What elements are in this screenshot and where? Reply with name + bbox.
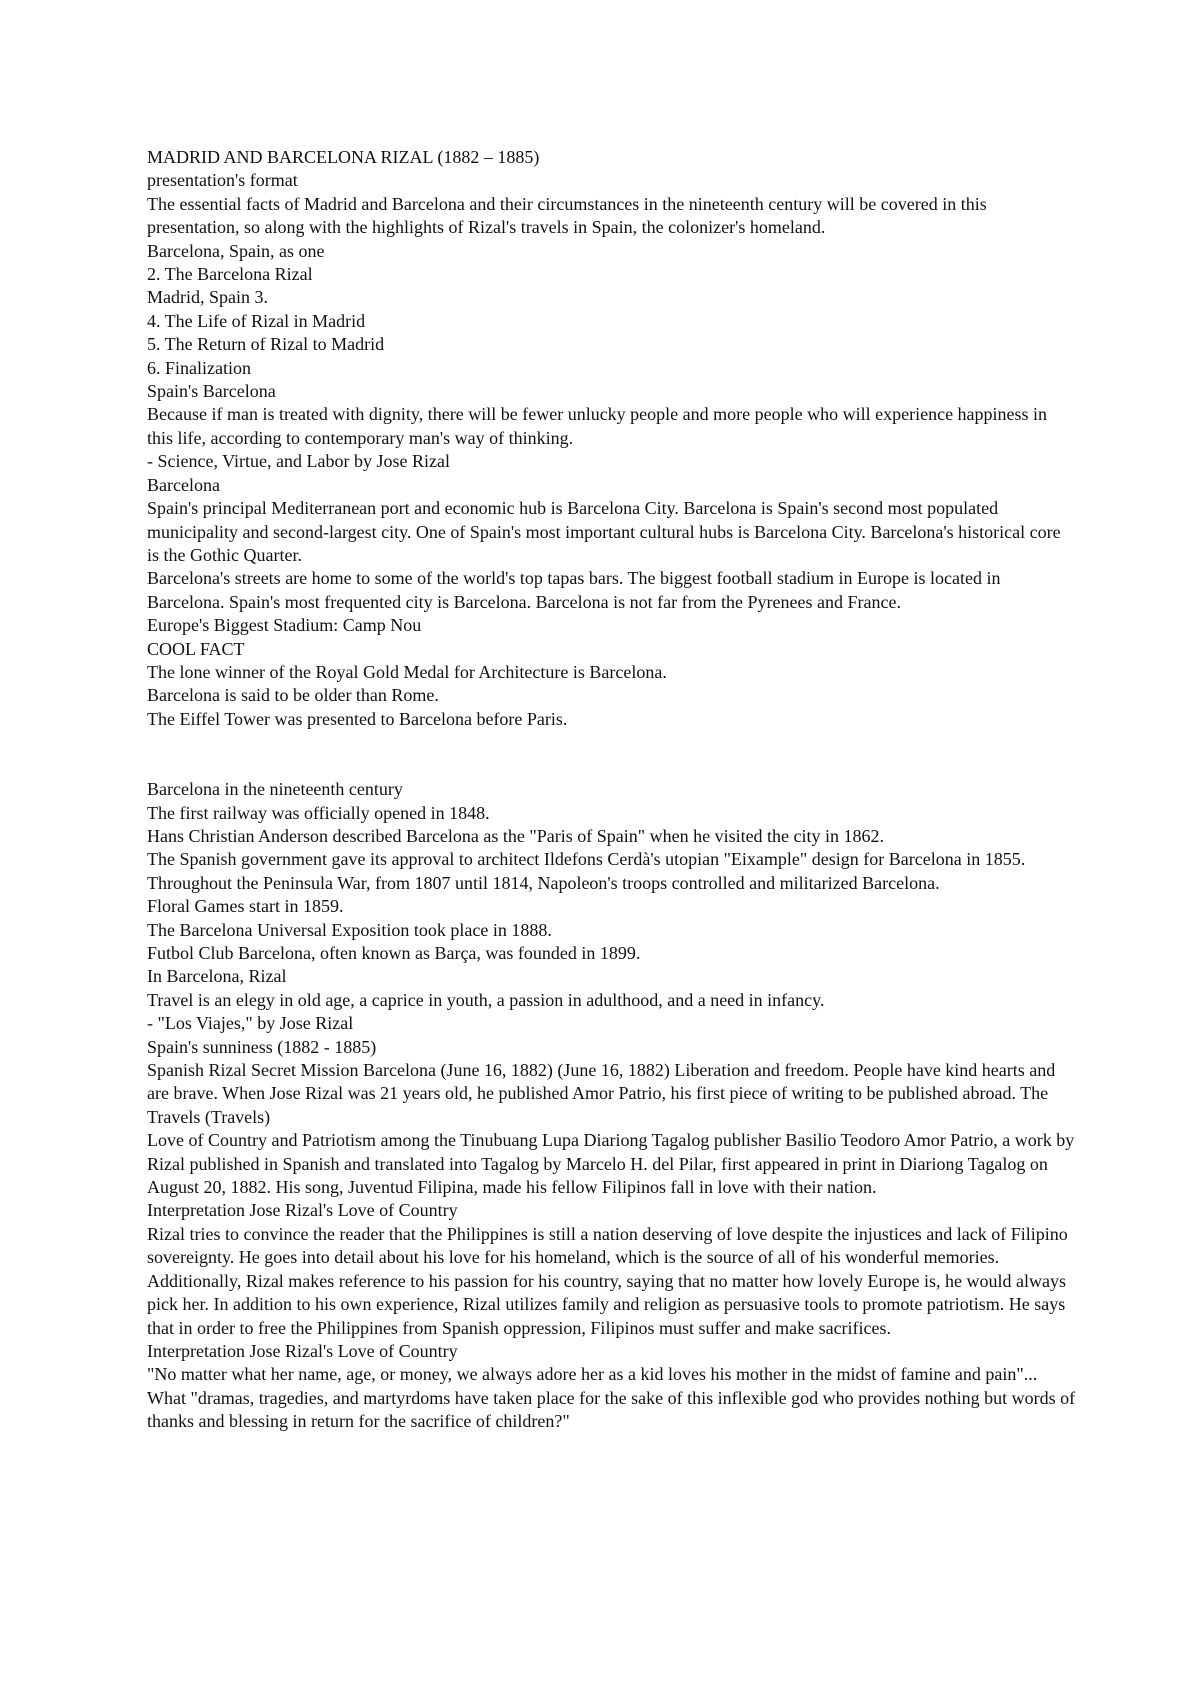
paragraph: 6. Finalization <box>147 357 251 378</box>
paragraph: Interpretation Jose Rizal's Love of Country <box>147 1340 458 1361</box>
paragraph: The Spanish government gave its approval to architect Ildefons Cerdà's utopian "Eixample" design for Barcelona in 1855. Throughout the Peninsula War, from 1807 until 1814, Napoleon's troops controlled and militarized Barcelona. <box>147 849 1026 893</box>
paragraph: Because if man is treated with dignity, there will be fewer unlucky people and more people who will experience happiness in this life, according to contemporary man's way of thinking. <box>147 404 1048 448</box>
paragraph: What "dramas, tragedies, and martyrdoms have taken place for the sake of this inflexible god who provides nothing but words of thanks and blessing in return for the sacrifice of children?" <box>147 1387 1076 1432</box>
paragraph: Spain's Barcelona <box>147 381 276 402</box>
paragraph: Spanish Rizal Secret Mission Barcelona (June 16, 1882) (June 16, 1882) Liberation and freedom. People have kind hearts and are brave. When Jose Rizal was 21 years old, he published Amor Patrio, his first piece of writing to be published abroad. The Travels (Travels) <box>147 1060 1056 1127</box>
paragraph: Barcelona, Spain, as one <box>147 240 325 261</box>
paragraph: Hans Christian Anderson described Barcelona as the "Paris of Spain" when he visited the city in 1862. <box>147 825 885 846</box>
paragraph: Europe's Biggest Stadium: Camp Nou <box>147 615 422 636</box>
paragraph: presentation's format <box>147 170 298 191</box>
paragraph: 2. The Barcelona Rizal <box>147 264 313 285</box>
paragraph: In Barcelona, Rizal <box>147 966 287 987</box>
section-intro <box>147 146 1077 731</box>
doc-title: MADRID AND BARCELONA RIZAL (1882 – 1885) <box>147 147 540 167</box>
paragraph: Barcelona in the nineteenth century <box>147 779 403 800</box>
paragraph: Spain's principal Mediterranean port and economic hub is Barcelona City. Barcelona is Spain's second most populated municipality and second-largest city. One of Spain's most important cultural hubs is Barcelona City. Barcelona's historical core is the Gothic Quarter. <box>147 498 1061 565</box>
section-nineteenth-century <box>147 778 1077 1433</box>
paragraph: Barcelona is said to be older than Rome. <box>147 685 439 706</box>
paragraph: COOL FACT <box>147 638 245 659</box>
paragraph: Love of Country and Patriotism among the Tinubuang Lupa Diariong Tagalog publisher Basilio Teodoro Amor Patrio, a work by Rizal published in Spanish and translated into Tagalog by Marcelo H. del Pilar, first appeared in print in Diariong Tagalog on August 20, 1882. His song, Juventud Filipina, made his fellow Filipinos fall in love with their nation. <box>147 1130 1075 1198</box>
paragraph: The essential facts of Madrid and Barcelona and their circumstances in the nineteenth century will be covered in this presentation, so along with the highlights of Rizal's travels in Spain, the colonizer's homeland. <box>147 193 987 238</box>
paragraph: Barcelona's streets are home to some of the world's top tapas bars. The biggest football stadium in Europe is located in Barcelona. Spain's most frequented city is Barcelona. Barcelona is not far from the Pyrenees and France. <box>147 568 1001 612</box>
paragraph: Floral Games start in 1859. <box>147 896 344 917</box>
paragraph: "No matter what her name, age, or money, we always adore her as a kid loves his mother in the midst of famine and pain"... <box>147 1364 1038 1385</box>
paragraph: - "Los Viajes," by Jose Rizal <box>147 1013 354 1034</box>
section-spacer <box>147 731 1077 778</box>
paragraph: - Science, Virtue, and Labor by Jose Rizal <box>147 451 450 472</box>
paragraph: Travel is an elegy in old age, a caprice in youth, a passion in adulthood, and a need in infancy. <box>147 989 825 1010</box>
paragraph: Barcelona <box>147 474 220 495</box>
paragraph: The Barcelona Universal Exposition took place in 1888. <box>147 919 552 940</box>
paragraph: Interpretation Jose Rizal's Love of Country <box>147 1200 458 1221</box>
paragraph: Madrid, Spain 3. <box>147 287 268 308</box>
paragraph: The Eiffel Tower was presented to Barcelona before Paris. <box>147 708 568 729</box>
document-body <box>147 146 1077 1434</box>
paragraph: Rizal tries to convince the reader that the Philippines is still a nation deserving of love despite the injustices and lack of Filipino sovereignty. He goes into detail about his love for his homeland, which is the source of all of his wonderful memories. Additionally, Rizal makes reference to his passion for his country, saying that no matter how lovely Europe is, he would always pick her. In addition to his own experience, Rizal utilizes family and religion as persuasive tools to promote patriotism. He says that in order to free the Philippines from Spanish oppression, Filipinos must suffer and make sacrifices. <box>147 1223 1068 1338</box>
paragraph: Spain's sunniness (1882 - 1885) <box>147 1036 377 1057</box>
paragraph: 5. The Return of Rizal to Madrid <box>147 334 385 355</box>
paragraph: The lone winner of the Royal Gold Medal for Architecture is Barcelona. <box>147 661 667 682</box>
paragraph: Futbol Club Barcelona, often known as Barça, was founded in 1899. <box>147 943 641 963</box>
paragraph: 4. The Life of Rizal in Madrid <box>147 310 366 331</box>
paragraph: The first railway was officially opened in 1848. <box>147 802 490 823</box>
